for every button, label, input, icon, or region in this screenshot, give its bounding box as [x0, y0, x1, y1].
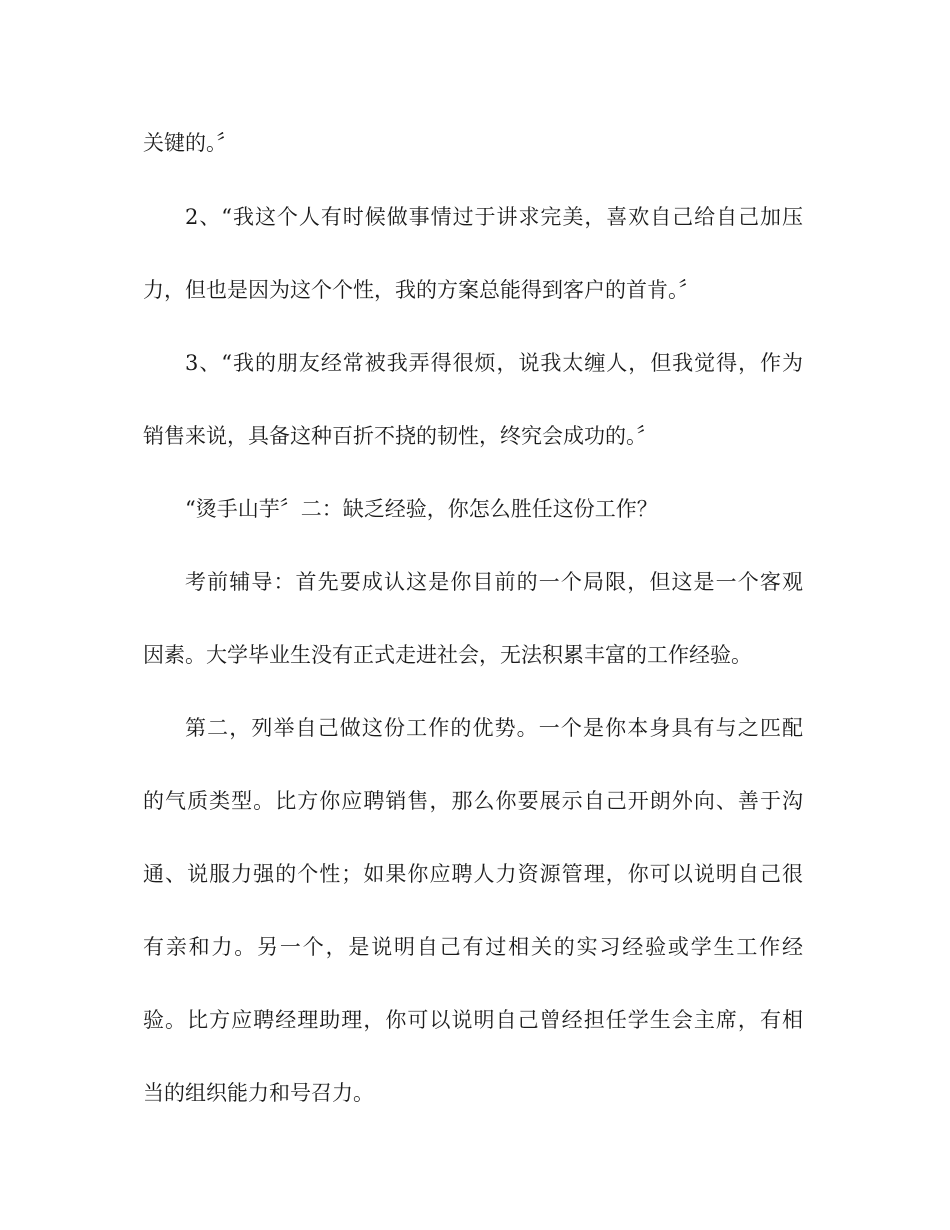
paragraph-line: 3、“我的朋友经常被我弄得很烦，说我太缠人，但我觉得，作为 [185, 351, 803, 375]
paragraph-line: 验。比方应聘经理助理，你可以说明自己曾经担任学生会主席，有相 [143, 1008, 803, 1032]
paragraph-line: 第二，列举自己做这份工作的优势。一个是你本身具有与之匹配 [185, 716, 803, 740]
paragraph-line: 关键的。〞 [143, 131, 238, 155]
paragraph-line: 因素。大学毕业生没有正式走进社会，无法积累丰富的工作经验。 [143, 643, 752, 667]
paragraph-line: 通、说服力强的个性；如果你应聘人力资源管理，你可以说明自己很 [143, 862, 803, 886]
paragraph-line: 的气质类型。比方你应聘销售，那么你要展示自己开朗外向、善于沟 [143, 789, 803, 813]
paragraph-line: 有亲和力。另一个，是说明自己有过相关的实习经验或学生工作经 [143, 935, 803, 959]
paragraph-line: 销售来说，具备这种百折不挠的韧性，终究会成功的。〞 [143, 424, 658, 448]
paragraph-line: 考前辅导：首先要成认这是你目前的一个局限，但这是一个客观 [185, 570, 803, 594]
paragraph-line: 当的组织能力和号召力。 [143, 1081, 374, 1105]
paragraph-line: 2、“我这个人有时候做事情过于讲求完美，喜欢自己给自己加压 [185, 205, 803, 229]
paragraph-line: 力，但也是因为这个个性，我的方案总能得到客户的首肯。〞 [143, 278, 700, 302]
section-heading: “烫手山芋〞二：缺乏经验，你怎么胜任这份工作？ [185, 497, 658, 521]
